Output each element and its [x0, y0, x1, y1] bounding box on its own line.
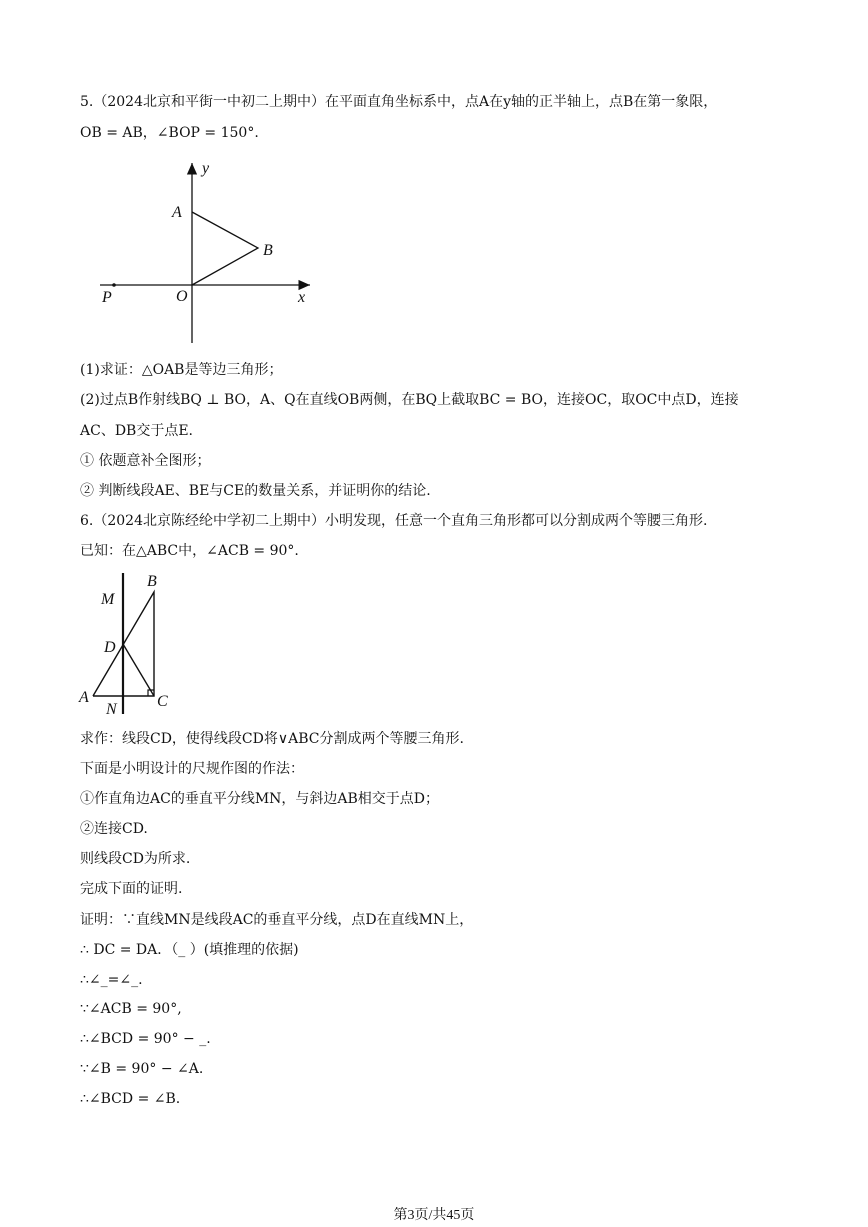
q5-part2-line2: AC、DB交于点E. [80, 423, 194, 439]
q5-sub2: ② 判断线段AE、BE与CE的数量关系，并证明你的结论. [80, 483, 431, 499]
proof-line: ∴ DC = DA．（_ ）(填推理的依据) [80, 942, 299, 958]
proof-line: ∵∠B = 90° − ∠A. [80, 1061, 204, 1077]
q6-method-intro: 下面是小明设计的尺规作图的作法： [80, 761, 304, 777]
label-y: y [202, 160, 210, 177]
segment-cd [123, 644, 154, 696]
label-d: D [104, 639, 116, 656]
q5-part1: (1)求证：△OAB是等边三角形； [80, 362, 283, 378]
q5-part2-line1: (2)过点B作射线BQ ⊥ BO，A、Q在直线OB两侧，在BQ上截取BC = BO，连接OC，取OC中点D，连接 [80, 392, 739, 408]
proof-line: ∴∠BCD = ∠B. [80, 1091, 181, 1107]
q6-given: 已知：在△ABC中，∠ACB = 90°. [80, 543, 299, 559]
label-c: C [157, 693, 168, 710]
label-o: O [176, 288, 188, 305]
label-a: A [172, 204, 182, 221]
q6-statement: 6.（2024北京陈经纶中学初二上期中）小明发现，任意一个直角三角形都可以分割成两个等腰三角形. [80, 513, 708, 529]
q5-coordinate-figure [90, 155, 330, 350]
label-b: B [263, 242, 273, 259]
label-p: P [102, 289, 112, 306]
page-footer: 第3页/共45页 [393, 1208, 475, 1223]
q5-statement-line2: OB = AB，∠BOP = 150°. [80, 125, 259, 141]
label-m: M [101, 591, 115, 608]
proof-line: 证明：∵直线MN是线段AC的垂直平分线，点D在直线MN上， [80, 912, 474, 928]
triangle-oab [192, 212, 258, 285]
label-b: B [147, 573, 157, 590]
q6-step2: ②连接CD. [80, 821, 148, 837]
label-a: A [79, 689, 89, 706]
q5-sub1: ① 依题意补全图形； [80, 453, 211, 469]
q6-triangle-figure [76, 568, 186, 718]
label-x: x [298, 289, 306, 306]
q6-complete: 完成下面的证明. [80, 881, 183, 897]
q6-conclusion: 则线段CD为所求. [80, 851, 191, 867]
q6-task: 求作：线段CD，使得线段CD将∨ABC分割成两个等腰三角形. [80, 731, 464, 747]
label-n: N [106, 701, 117, 718]
proof-line: ∴∠BCD = 90° − _. [80, 1031, 211, 1047]
q5-statement-line1: 5.（2024北京和平街一中初二上期中）在平面直角坐标系中，点A在y轴的正半轴上，点B在第一象限， [80, 94, 718, 110]
proof-line: ∴∠_=∠_. [80, 972, 143, 988]
proof-line: ∵∠ACB = 90°, [80, 1001, 182, 1017]
point-p [112, 283, 116, 287]
q6-step1: ①作直角边AC的垂直平分线MN，与斜边AB相交于点D； [80, 791, 440, 807]
